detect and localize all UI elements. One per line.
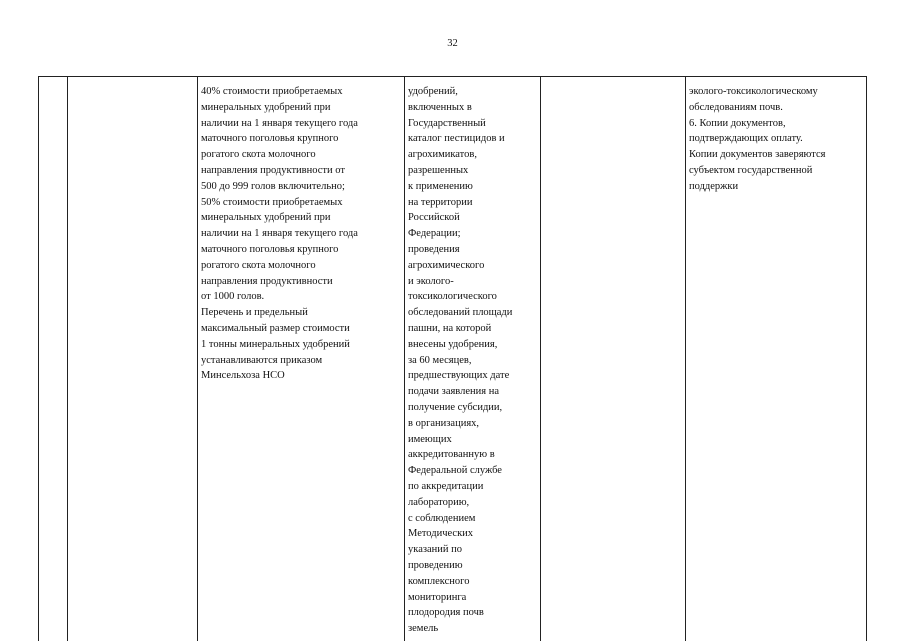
text-line: от 1000 голов. [201,291,265,303]
column-border [197,77,198,641]
text-line: обследованиям почв. [689,101,783,113]
column-border [685,77,686,641]
text-line: имеющих [408,433,452,445]
text-line: максимальный размер стоимости [201,322,350,334]
text-line: с соблюдением [408,512,476,524]
text-line: Перечень и предельный [201,307,308,319]
text-line: 50% стоимости приобретаемых [201,196,343,208]
column-border [67,77,68,641]
text-line: получение субсидии, [408,401,503,413]
text-line: эколого-токсикологическому [689,86,818,97]
page-number: 32 [447,38,458,49]
text-line: удобрений, [408,86,458,97]
text-line: аккредитованную в [408,449,495,461]
text-line: пашни, на которой [408,322,492,334]
text-line: Федерации; [408,228,461,240]
text-line: за 60 месяцев, [408,354,472,366]
column-border [38,77,39,641]
text-line: включенных в [408,101,472,113]
column-border [404,77,405,641]
text-line: наличии на 1 января текущего года [201,228,358,240]
conditions-cell [408,84,538,637]
text-line: каталог пестицидов и [408,133,505,145]
text-line: и эколого- [408,275,454,287]
text-line: 40% стоимости приобретаемых [201,86,343,97]
documents-cell [689,84,865,195]
text-line: разрешенных [408,164,469,176]
text-line: маточного поголовья крупного [201,243,339,255]
text-line: поддержки [689,180,739,192]
text-line: 500 до 999 голов включительно; [201,180,345,192]
text-line: лабораторию, [408,496,470,508]
text-line: Методических [408,528,474,540]
text-line: на территории [408,196,473,208]
text-line: к применению [408,180,473,192]
text-line: внесены удобрения, [408,338,498,350]
text-line: плодородия почв [408,607,484,619]
text-line: предшествующих дате [408,370,510,382]
text-line: земель [408,623,439,635]
text-line: 6. Копии документов, [689,117,786,129]
text-line: проведению [408,559,463,571]
text-line: токсикологического [408,291,497,303]
text-line: агрохимического [408,259,485,271]
text-line: субъектом государственной [689,164,813,176]
text-line: обследований площади [408,307,513,319]
text-line: наличии на 1 января текущего года [201,117,358,129]
text-line: Федеральной службе [408,465,502,477]
text-line: по аккредитации [408,480,484,492]
column-border [866,77,867,641]
document-table [38,76,867,641]
text-line: минеральных удобрений при [201,101,331,113]
text-line: направления продуктивности от [201,164,345,176]
text-line: Российской [408,212,460,224]
text-line: комплексного [408,575,470,587]
text-line: проведения [408,243,460,255]
text-line: мониторинга [408,591,467,603]
subsidy-rate-cell [201,84,401,384]
text-line: указаний по [408,544,463,556]
text-line: минеральных удобрений при [201,212,331,224]
text-line: рогатого скота молочного [201,259,316,271]
text-line: направления продуктивности [201,275,333,287]
text-line: устанавливаются приказом [201,354,323,366]
text-line: рогатого скота молочного [201,149,316,161]
text-line: Государственный [408,117,486,129]
text-line: агрохимикатов, [408,149,477,161]
text-line: в организациях, [408,417,480,429]
text-line: 1 тонны минеральных удобрений [201,338,350,350]
text-line: Минсельхоза НСО [201,370,285,382]
text-line: Копии документов заверяются [689,149,826,161]
text-line: подачи заявления на [408,386,500,398]
column-border [540,77,541,641]
text-line: маточного поголовья крупного [201,133,339,145]
text-line: подтверждающих оплату. [689,133,803,145]
